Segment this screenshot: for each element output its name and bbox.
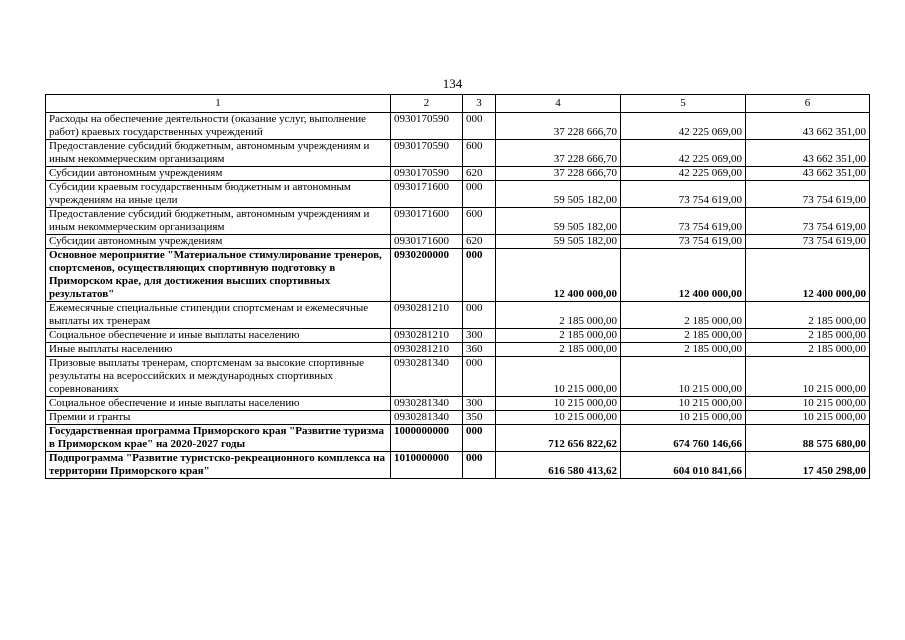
row-amount-col5: 73 754 619,00 bbox=[621, 181, 746, 208]
header-cell: 2 bbox=[391, 95, 463, 113]
header-cell: 5 bbox=[621, 95, 746, 113]
row-amount-col5: 604 010 841,66 bbox=[621, 452, 746, 479]
row-amount-col5: 2 185 000,00 bbox=[621, 302, 746, 329]
row-amount-col5: 2 185 000,00 bbox=[621, 343, 746, 357]
row-amount-col4: 2 185 000,00 bbox=[496, 343, 621, 357]
header-cell: 4 bbox=[496, 95, 621, 113]
row-expense-type: 600 bbox=[463, 208, 496, 235]
row-amount-col4: 2 185 000,00 bbox=[496, 302, 621, 329]
row-name: Субсидии краевым государственным бюджетным и автономным учреждениям на иные цели bbox=[46, 181, 391, 208]
row-code: 0930171600 bbox=[391, 235, 463, 249]
row-amount-col6: 73 754 619,00 bbox=[746, 208, 870, 235]
header-cell: 3 bbox=[463, 95, 496, 113]
row-amount-col4: 59 505 182,00 bbox=[496, 181, 621, 208]
table-row bbox=[46, 343, 870, 357]
row-amount-col6: 2 185 000,00 bbox=[746, 343, 870, 357]
row-expense-type: 620 bbox=[463, 235, 496, 249]
row-expense-type: 350 bbox=[463, 411, 496, 425]
row-amount-col6: 88 575 680,00 bbox=[746, 425, 870, 452]
row-amount-col6: 17 450 298,00 bbox=[746, 452, 870, 479]
row-name: Подпрограмма "Развитие туристско-рекреационного комплекса на территории Приморского края" bbox=[46, 452, 391, 479]
row-amount-col5: 10 215 000,00 bbox=[621, 397, 746, 411]
table-row bbox=[46, 181, 870, 208]
row-name: Основное мероприятие "Материальное стимулирование тренеров, спортсменов, осуществляющих спортивную подготовку в Приморском крае, для достижения высших спортивных результатов" bbox=[46, 249, 391, 302]
header-cell: 6 bbox=[746, 95, 870, 113]
row-amount-col5: 10 215 000,00 bbox=[621, 357, 746, 397]
row-amount-col6: 43 662 351,00 bbox=[746, 140, 870, 167]
row-amount-col6: 43 662 351,00 bbox=[746, 167, 870, 181]
row-amount-col6: 73 754 619,00 bbox=[746, 181, 870, 208]
table-row bbox=[46, 302, 870, 329]
row-code: 1000000000 bbox=[391, 425, 463, 452]
row-amount-col6: 2 185 000,00 bbox=[746, 302, 870, 329]
row-code: 0930170590 bbox=[391, 113, 463, 140]
row-expense-type: 620 bbox=[463, 167, 496, 181]
row-amount-col5: 42 225 069,00 bbox=[621, 167, 746, 181]
row-expense-type: 000 bbox=[463, 113, 496, 140]
table-row bbox=[46, 357, 870, 397]
table-row bbox=[46, 411, 870, 425]
table-row bbox=[46, 140, 870, 167]
row-amount-col6: 12 400 000,00 bbox=[746, 249, 870, 302]
row-code: 0930281340 bbox=[391, 357, 463, 397]
row-name: Субсидии автономным учреждениям bbox=[46, 167, 391, 181]
row-amount-col4: 59 505 182,00 bbox=[496, 235, 621, 249]
row-amount-col5: 674 760 146,66 bbox=[621, 425, 746, 452]
budget-table bbox=[45, 94, 870, 479]
row-name: Субсидии автономным учреждениям bbox=[46, 235, 391, 249]
table-row bbox=[46, 397, 870, 411]
row-code: 0930281340 bbox=[391, 411, 463, 425]
row-code: 0930281210 bbox=[391, 343, 463, 357]
row-amount-col4: 10 215 000,00 bbox=[496, 357, 621, 397]
row-expense-type: 300 bbox=[463, 397, 496, 411]
table-header-row bbox=[46, 95, 870, 113]
header-cell: 1 bbox=[46, 95, 391, 113]
row-amount-col5: 42 225 069,00 bbox=[621, 140, 746, 167]
table-row bbox=[46, 329, 870, 343]
table-row bbox=[46, 167, 870, 181]
row-amount-col6: 73 754 619,00 bbox=[746, 235, 870, 249]
table-row bbox=[46, 235, 870, 249]
row-code: 0930170590 bbox=[391, 140, 463, 167]
row-amount-col6: 10 215 000,00 bbox=[746, 397, 870, 411]
row-amount-col5: 2 185 000,00 bbox=[621, 329, 746, 343]
table-row bbox=[46, 208, 870, 235]
row-amount-col6: 2 185 000,00 bbox=[746, 329, 870, 343]
row-amount-col4: 2 185 000,00 bbox=[496, 329, 621, 343]
row-amount-col4: 59 505 182,00 bbox=[496, 208, 621, 235]
row-amount-col4: 37 228 666,70 bbox=[496, 140, 621, 167]
row-expense-type: 600 bbox=[463, 140, 496, 167]
row-amount-col4: 712 656 822,62 bbox=[496, 425, 621, 452]
row-amount-col4: 10 215 000,00 bbox=[496, 397, 621, 411]
row-name: Предоставление субсидий бюджетным, автономным учреждениям и иным некоммерческим организациям bbox=[46, 140, 391, 167]
row-amount-col4: 12 400 000,00 bbox=[496, 249, 621, 302]
row-expense-type: 000 bbox=[463, 181, 496, 208]
row-expense-type: 000 bbox=[463, 302, 496, 329]
row-name: Иные выплаты населению bbox=[46, 343, 391, 357]
row-expense-type: 300 bbox=[463, 329, 496, 343]
row-name: Премии и гранты bbox=[46, 411, 391, 425]
row-expense-type: 000 bbox=[463, 425, 496, 452]
row-amount-col5: 73 754 619,00 bbox=[621, 235, 746, 249]
row-expense-type: 000 bbox=[463, 452, 496, 479]
row-name: Социальное обеспечение и иные выплаты населению bbox=[46, 329, 391, 343]
row-expense-type: 000 bbox=[463, 249, 496, 302]
row-name: Предоставление субсидий бюджетным, автономным учреждениям и иным некоммерческим организациям bbox=[46, 208, 391, 235]
row-amount-col4: 616 580 413,62 bbox=[496, 452, 621, 479]
row-amount-col6: 10 215 000,00 bbox=[746, 411, 870, 425]
row-amount-col6: 10 215 000,00 bbox=[746, 357, 870, 397]
row-code: 0930200000 bbox=[391, 249, 463, 302]
row-amount-col5: 42 225 069,00 bbox=[621, 113, 746, 140]
row-amount-col4: 37 228 666,70 bbox=[496, 113, 621, 140]
row-code: 0930171600 bbox=[391, 181, 463, 208]
row-amount-col4: 10 215 000,00 bbox=[496, 411, 621, 425]
row-amount-col5: 73 754 619,00 bbox=[621, 208, 746, 235]
table-row bbox=[46, 425, 870, 452]
table-row bbox=[46, 452, 870, 479]
row-amount-col4: 37 228 666,70 bbox=[496, 167, 621, 181]
table-row bbox=[46, 249, 870, 302]
row-amount-col6: 43 662 351,00 bbox=[746, 113, 870, 140]
row-amount-col5: 10 215 000,00 bbox=[621, 411, 746, 425]
page-number: 134 bbox=[442, 76, 463, 91]
row-name: Социальное обеспечение и иные выплаты населению bbox=[46, 397, 391, 411]
row-name: Государственная программа Приморского края "Развитие туризма в Приморском крае" на 2020-2027 годы bbox=[46, 425, 391, 452]
row-expense-type: 000 bbox=[463, 357, 496, 397]
row-name: Расходы на обеспечение деятельности (оказание услуг, выполнение работ) краевых государственных учреждений bbox=[46, 113, 391, 140]
row-code: 0930170590 bbox=[391, 167, 463, 181]
row-code: 0930281210 bbox=[391, 329, 463, 343]
row-name: Ежемесячные специальные стипендии спортсменам и ежемесячные выплаты их тренерам bbox=[46, 302, 391, 329]
row-name: Призовые выплаты тренерам, спортсменам за высокие спортивные результаты на всероссийских и международных спортивных соревнованиях bbox=[46, 357, 391, 397]
row-code: 1010000000 bbox=[391, 452, 463, 479]
row-amount-col5: 12 400 000,00 bbox=[621, 249, 746, 302]
table-body bbox=[46, 113, 870, 479]
row-code: 0930171600 bbox=[391, 208, 463, 235]
row-expense-type: 360 bbox=[463, 343, 496, 357]
table-row bbox=[46, 113, 870, 140]
row-code: 0930281340 bbox=[391, 397, 463, 411]
row-code: 0930281210 bbox=[391, 302, 463, 329]
